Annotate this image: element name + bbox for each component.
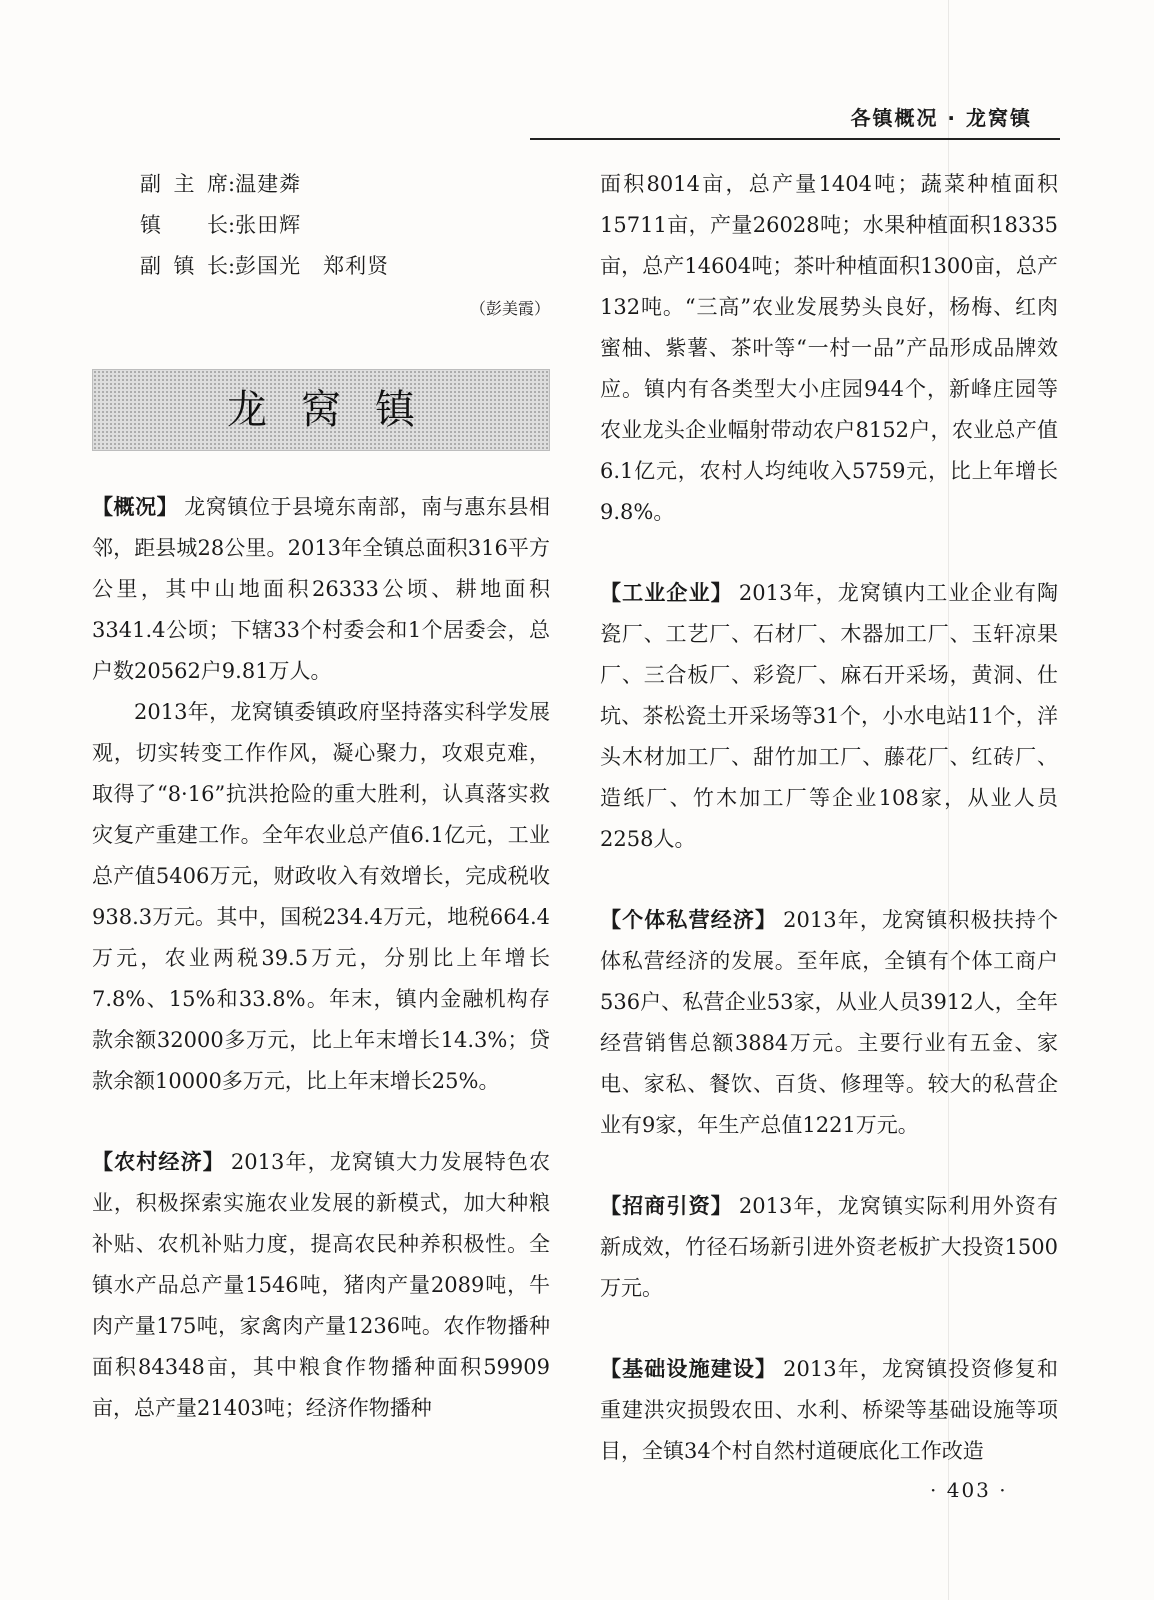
running-header — [530, 96, 1060, 140]
officials-list — [92, 164, 550, 287]
page-number: · 403 · — [930, 1478, 1008, 1502]
official-row: 副主席:温建粦 — [140, 164, 550, 205]
running-title: 各镇概况 · 龙窝镇 — [850, 106, 1032, 130]
investment-section — [600, 1186, 1058, 1309]
overview-para-2: 2013年，龙窝镇委镇政府坚持落实科学发展观，切实转变工作作风，凝心聚力，攻艰克难，取得了“8·16”抗洪抢险的重大胜利，认真落实救灾复产重建工作。全年农业总产值6.1亿元，工业总产值5406万元，财政收入有效增长，完成税收938.3万元。其中，国税234.4万元，地税664.4万元，农业两税39.5万元，分别比上年增长7.8%、15%和33.8%。年末，镇内金融机构存款余额32000多万元，比上年末增长14.3%；贷款余额10000多万元，比上年末增长25%。 — [92, 700, 550, 1093]
rural-text-right: 面积8014亩，总产量1404吨；蔬菜种植面积15711亩，产量26028吨；水果种植面积18335亩，总产14604吨；茶叶种植面积1300亩，总产132吨。“三高”农业发展势头良好，杨梅、红肉蜜柚、紫薯、茶叶等“一村一品”产品形成品牌效应。镇内有各类型大小庄园944个，新峰庄园等农业龙头企业幅射带动农户8152户，农业总产值6.1亿元，农村人均纯收入5759元，比上年增长9.8%。 — [600, 172, 1058, 524]
private-text: 2013年，龙窝镇积极扶持个体私营经济的发展。至年底，全镇有个体工商户536户、私营企业53家，从业人员3912人，全年经营销售总额3884万元。主要行业有五金、家电、家私、餐饮、百货、修理等。较大的私营企业有9家，年生产总值1221万元。 — [600, 908, 1058, 1137]
section-banner — [92, 369, 550, 451]
official-role: 镇长 — [140, 213, 228, 237]
rural-section — [92, 1142, 550, 1429]
infrastructure-section — [600, 1349, 1058, 1472]
section-tag: 【工业企业】 — [600, 581, 733, 605]
official-role: 副主席 — [140, 172, 228, 196]
overview-text-1: 龙窝镇位于县境东南部，南与惠东县相邻，距县城28公里。2013年全镇总面积316平方公里，其中山地面积26333公顷、耕地面积3341.4公顷；下辖33个村委会和1个居委会，总户数20562户9.81万人。 — [92, 495, 551, 683]
section-tag: 【基础设施建设】 — [600, 1357, 778, 1381]
rural-continued — [600, 164, 1058, 533]
official-name: 彭国光 郑利贤 — [235, 254, 390, 278]
rural-text-left: 2013年，龙窝镇大力发展特色农业，积极探索实施农业发展的新模式，加大种粮补贴、农机补贴力度，提高农民种养积极性。全镇水产品总产量1546吨，猪肉产量2089吨，牛肉产量175吨，家禽肉产量1236吨。农作物播种面积84348亩，其中粮食作物播种面积59909亩，总产量21403吨；经济作物播种 — [92, 1150, 550, 1420]
official-row: 镇长:张田辉 — [140, 205, 550, 246]
industry-text: 2013年，龙窝镇内工业企业有陶瓷厂、工艺厂、石材厂、木器加工厂、玉轩凉果厂、三合板厂、彩瓷厂、麻石开采场，黄洞、仕坑、茶松瓷土开采场等31个，小水电站11个，洋头木材加工厂、甜竹加工厂、藤花厂、红砖厂、造纸厂、竹木加工厂等企业108家，从业人员2258人。 — [600, 581, 1058, 851]
section-tag: 【农村经济】 — [92, 1150, 225, 1174]
header-rule — [530, 138, 1060, 140]
section-tag: 【概况】 — [92, 495, 179, 519]
overview-para-1 — [92, 487, 550, 692]
private-para — [600, 900, 1058, 1146]
section-tag: 【招商引资】 — [600, 1194, 733, 1218]
industry-para — [600, 573, 1058, 860]
investment-para — [600, 1186, 1058, 1309]
investment-text: 2013年，龙窝镇实际利用外资有新成效，竹径石场新引进外资老板扩大投资1500万元。 — [600, 1194, 1058, 1300]
section-title: 龙窝镇 — [227, 386, 449, 433]
private-section — [600, 900, 1058, 1146]
rural-para — [92, 1142, 550, 1429]
author-credit: （彭美霞） — [469, 299, 550, 318]
left-column — [92, 164, 550, 1429]
industry-section — [600, 573, 1058, 860]
official-row: 副镇长:彭国光 郑利贤 — [140, 246, 550, 287]
infrastructure-para — [600, 1349, 1058, 1472]
overview-section — [92, 487, 550, 1102]
official-name: 温建粦 — [235, 172, 302, 196]
official-name: 张田辉 — [235, 213, 302, 237]
section-tag: 【个体私营经济】 — [600, 908, 778, 932]
infrastructure-text: 2013年，龙窝镇投资修复和重建洪灾损毁农田、水利、桥梁等基础设施等项目，全镇34个村自然村道硬底化工作改造 — [600, 1357, 1058, 1463]
right-column — [600, 164, 1058, 1472]
official-role: 副镇长 — [140, 254, 228, 278]
